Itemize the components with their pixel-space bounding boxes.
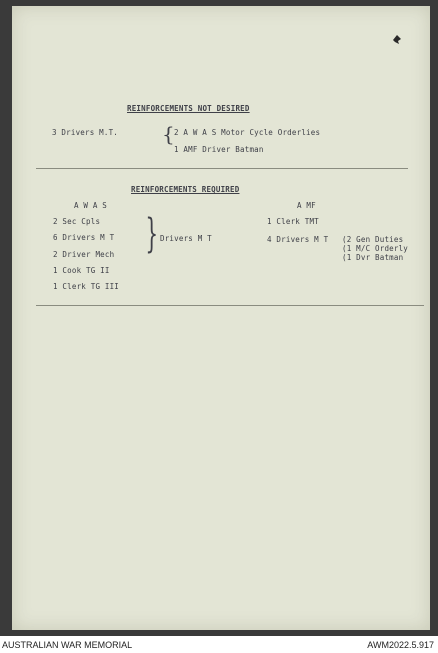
list-item: 2 Sec Cpls — [53, 217, 101, 226]
amf-sub-item: (1 Dvr Batman — [342, 253, 404, 262]
list-item: 6 Drivers M T — [53, 233, 115, 242]
divider-line-2 — [36, 305, 424, 306]
pin-mark-icon — [390, 32, 404, 46]
list-item: 1 Cook TG II — [53, 266, 110, 275]
brace-right: } — [145, 211, 159, 257]
brace-left: { — [162, 122, 175, 146]
middle-label: Drivers M T — [160, 234, 212, 243]
list-item: 2 Driver Mech — [53, 250, 115, 259]
document-page — [12, 6, 430, 630]
amf-sub-item: (1 M/C Orderly — [342, 244, 409, 253]
list-item: 4 Drivers M T — [267, 235, 329, 244]
section-heading-required: REINFORCEMENTS REQUIRED — [131, 185, 240, 194]
list-item: 1 Clerk TMT — [267, 217, 319, 226]
footer-right-caption: AWM2022.5.917 — [367, 640, 434, 650]
divider-line-1 — [36, 168, 408, 169]
section-heading-not-desired: REINFORCEMENTS NOT DESIRED — [127, 104, 250, 113]
awas-column-heading: A W A S — [74, 201, 108, 210]
list-item: 1 Clerk TG III — [53, 282, 120, 291]
not-desired-left-item: 3 Drivers M.T. — [52, 128, 119, 137]
amf-sub-item: (2 Gen Duties — [342, 235, 404, 244]
not-desired-right-item-2: 1 AMF Driver Batman — [174, 145, 264, 154]
footer-left-caption: AUSTRALIAN WAR MEMORIAL — [2, 640, 133, 650]
amf-column-heading: A MF — [297, 201, 316, 210]
not-desired-right-item-1: 2 A W A S Motor Cycle Orderlies — [174, 128, 321, 137]
